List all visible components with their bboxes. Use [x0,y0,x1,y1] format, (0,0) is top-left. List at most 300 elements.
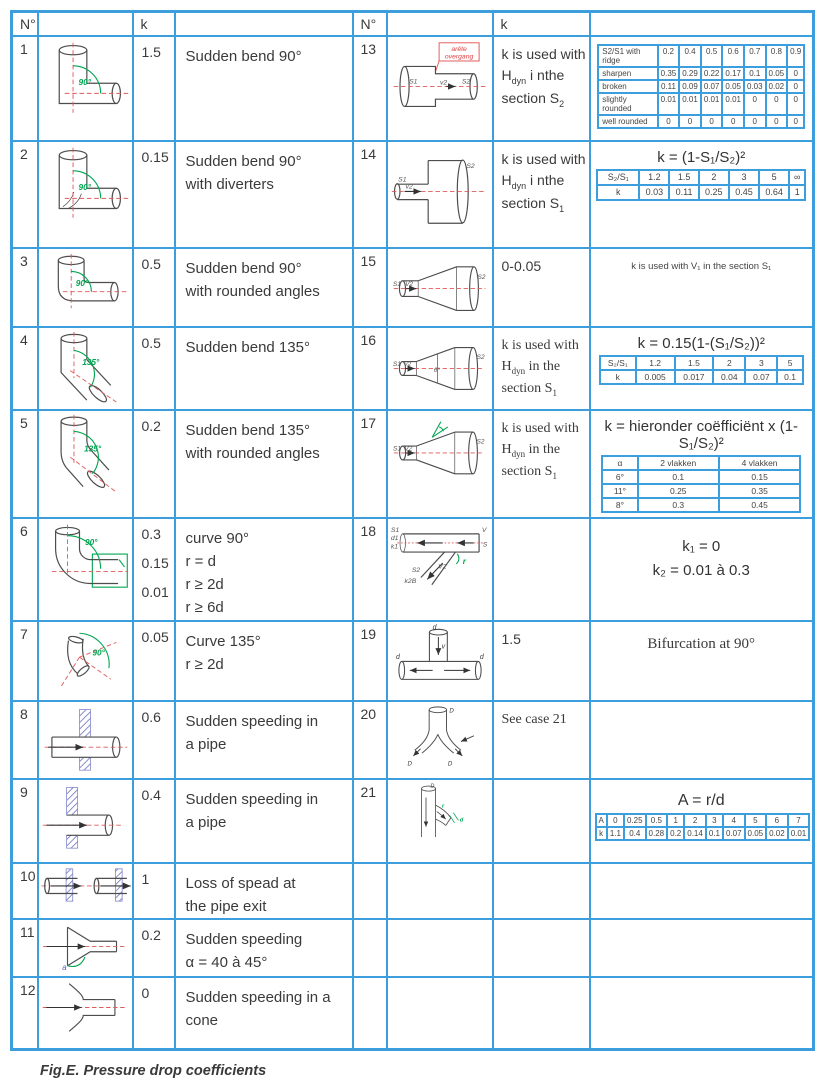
label-s2: S2 [461,78,470,86]
mini-table-cell: 0 [744,115,766,128]
label-s2: S2 [476,353,485,361]
table-row [12,779,814,863]
header-num-right: N° [353,12,387,36]
k-value: 0.15 [133,141,175,248]
extra-cell [590,919,814,977]
k-empty [493,977,590,1049]
description: Sudden speeding in a cone [175,977,353,1049]
mini-table-cell: 0.25 [638,484,719,498]
mini-table-cell: 1.2 [639,170,669,185]
mini-table-cell: 0.03 [744,80,766,93]
table-row [12,919,814,977]
row-number: 3 [12,248,38,327]
header-k-left: k [133,12,175,36]
mini-table-cell: 0.14 [684,827,706,840]
diagram-cell [387,919,493,977]
k-values: 0.3 0.15 0.01 [133,518,175,621]
mini-table-row [598,115,804,128]
diagram-cell [387,977,493,1049]
mini-table-cell: 0.2 [658,45,680,67]
mini-table-cell: 0.25 [624,814,646,827]
diffuser-cone-icon [392,251,488,321]
diagram-cell [387,863,493,920]
mini-table-cell: 0 [787,93,804,115]
mini-table-cell: 0 [787,80,804,93]
header-diagram-left [38,12,133,36]
sudden-bend-90-icon [39,39,131,122]
header-row [12,12,814,36]
mini-table-cell: 0.8 [766,45,788,67]
figure-caption: Fig.E. Pressure drop coefficients [40,1062,267,1079]
label-s1: S1 [392,444,401,452]
k-empty [493,518,590,621]
description: Sudden speeding in a pipe [175,779,353,863]
label-s1: S1 [392,280,401,288]
mini-table-row [602,498,800,512]
diagram-cell [38,410,133,518]
mini-table-cell: 2 [713,356,745,370]
arete-label: arête [450,45,467,53]
mini-table-cell: 0.1 [777,370,802,384]
label-s: S [482,541,487,549]
mini-table-cell: S₂/S₁ [597,170,639,185]
mini-table-cell: 0.01 [722,93,744,115]
mini-table-cell: 5 [759,170,789,185]
mini-table-cell: 0.05 [766,67,788,80]
row-number: 1 [12,36,38,141]
diagram-cell [38,327,133,410]
branch-takeoff-icon [390,521,490,594]
mini-table-cell: 0.5 [701,45,723,67]
diagram-cell [38,977,133,1049]
mini-table-cell: 6° [602,470,637,484]
mini-table-cell: 1.5 [675,356,714,370]
mini-table-cell: 0.02 [766,80,788,93]
extra-cell [590,701,814,779]
mini-table-cell: 0.4 [679,45,701,67]
label-d: d [459,817,463,824]
table-row [12,327,814,410]
row-number: 9 [12,779,38,863]
mini-table-cell: 0.64 [759,185,789,200]
mini-table-cell: 2 [699,170,729,185]
table-row [12,863,814,920]
label-v2: V2 [404,280,413,288]
label-s2: S2 [476,437,484,445]
expansion-k-table [596,169,806,201]
extra-cell [590,518,814,621]
mini-table-cell: 0.11 [669,185,698,200]
mini-table-row [600,356,803,370]
mini-table-cell: 0.3 [638,498,719,512]
mini-table-cell: 0.35 [658,67,680,80]
label-s1: S1 [397,175,407,183]
diagram-cell [387,141,493,248]
mini-table-cell: 4 [723,814,745,827]
mini-table-cell: 3 [745,356,777,370]
k-empty [493,919,590,977]
extra-cell [590,863,814,920]
mini-table-cell: 6 [766,814,788,827]
formula: A = r/d [677,791,725,809]
label-s1: S1 [392,360,401,368]
mini-table-cell: S2/S1 with ridge [598,45,657,67]
label-a: a [62,963,67,971]
mini-table-cell: 1 [667,814,684,827]
mini-table-row [598,67,804,80]
extra-cell [590,36,814,141]
diagram-cell [38,919,133,977]
diagram-cell [38,248,133,327]
description: Sudden bend 90° [175,36,353,141]
mini-table-cell: α [602,456,637,470]
description: curve 90° r = d r ≥ 2d r ≥ 6d [175,518,353,621]
label-s2: S2 [411,566,420,574]
label-v2: v2 [404,183,413,191]
header-diagram-right [387,12,493,36]
coefficients-table [10,10,815,1051]
label-v: V [481,526,486,534]
label-k2: k2B [404,577,416,585]
mini-table-row [602,484,800,498]
k-value: 0.5 [133,248,175,327]
k-value: 0.2 [133,919,175,977]
mini-table-cell: k [600,370,636,384]
label-v2: V2 [403,444,412,452]
description: Sudden bend 90° with diverters [175,141,353,248]
wye-branch-icon [400,704,480,769]
mini-table-row [598,80,804,93]
label-d-left: D [407,759,412,767]
mini-table-row [600,370,803,384]
mini-table-cell: A [596,814,607,827]
mini-table-cell: 0 [787,115,804,128]
k-usage: k is used with $H_{dyn}$ in the section $S_1$ [493,327,590,410]
k-value: 0.05 [133,621,175,701]
mini-table-cell: 0.25 [699,185,729,200]
label-angle: θ° [433,366,440,374]
k-usage: k is used with $H_{dyn}$ in the section $S_1$ [493,410,590,518]
diagram-cell [387,518,493,621]
sudden-expansion-icon [390,144,490,228]
pipe-flush-wall-icon [39,782,131,850]
k-value: 1 [133,863,175,920]
overgang-label: overgang [444,52,473,60]
row-number: 10 [12,863,38,920]
mini-table-cell: 0 [787,67,804,80]
diffuser-cone-green-angle-icon [392,413,488,486]
label-d1: d1 [390,534,398,542]
mini-table-cell: 0 [701,115,723,128]
label-v2: v2 [439,79,447,87]
extra-cell [590,327,814,410]
diagram-cell [387,36,493,141]
mini-table-cell: slightly rounded [598,93,657,115]
mini-table-cell: 0 [722,115,744,128]
description: Loss of spead at the pipe exit [175,863,353,920]
label-d-top: D [448,707,454,715]
mini-table-cell: 0.01 [658,93,680,115]
diagram-cell [38,141,133,248]
row-number: 13 [353,36,387,141]
row-number [353,977,387,1049]
table-row [12,248,814,327]
row-number: 17 [353,410,387,518]
k-empty [493,863,590,920]
table-row [12,141,814,248]
sudden-contraction-icon [390,39,490,123]
mini-table-cell: ∞ [789,170,805,185]
sudden-bend-90-diverters-icon [39,144,131,227]
mini-table-cell: 11° [602,484,637,498]
diagram-cell [38,621,133,701]
extra-cell [590,779,814,863]
vlakken-table [601,455,801,513]
k-number: 1.5 [141,43,161,60]
mini-table-cell: 0.35 [719,484,800,498]
angle-label: 90° [92,647,105,657]
mini-table-cell: 0.45 [729,185,759,200]
mini-table-row [596,827,810,840]
mini-table-cell: 0.05 [722,80,744,93]
row-number [353,919,387,977]
diagram-cell [387,701,493,779]
mini-table-cell: 3 [729,170,759,185]
mini-table-cell: 0 [744,93,766,115]
diagram-cell [38,36,133,141]
mini-table-cell: 0.17 [722,67,744,80]
row-number: 12 [12,977,38,1049]
mini-table-cell: 0 [607,814,624,827]
row-number: 5 [12,410,38,518]
mini-table-cell: 0.6 [722,45,744,67]
k-value: 0.6 [133,701,175,779]
mini-table-cell: sharpen [598,67,657,80]
table-row [12,36,814,141]
mini-table-cell: 8° [602,498,637,512]
label-s2: S2 [477,273,486,281]
extra-cell [590,977,814,1049]
mini-table-cell: 0.01 [701,93,723,115]
angle-label: 90° [78,77,92,87]
k-range: 0-0.05 [493,248,590,327]
row-number: 16 [353,327,387,410]
extra-cell [590,621,814,701]
rd-ratio-table [595,813,811,841]
row-number: 14 [353,141,387,248]
description: Sudden bend 135° [175,327,353,410]
mini-table-cell: 0.07 [745,370,777,384]
description: Sudden bend 135° with rounded angles [175,410,353,518]
mini-table-cell: 1.1 [607,827,624,840]
k-value: 1.5 [493,621,590,701]
curve-135-icon [39,624,131,694]
cone-k-table [599,355,804,385]
row-number [353,863,387,920]
mini-table-cell: 0.03 [639,185,669,200]
mini-table-cell: 3 [706,814,723,827]
mini-table-cell: 0 [658,115,680,128]
mini-table-cell: 0.2 [667,827,684,840]
header-k-right: k [493,12,590,36]
description: Sudden speeding in a pipe [175,701,353,779]
k-usage: k is used with $H_{dyn}$ i nthe section $S_2$ [493,36,590,141]
label-d-right: d [479,653,484,661]
label-v2: V2 [437,562,447,570]
row-number: 4 [12,327,38,410]
label-v: v [441,642,445,650]
curved-outlet-icon [405,782,475,841]
mini-table-cell: 0.1 [638,470,719,484]
angle-label: 90° [78,182,92,192]
bifurcation-note: Bifurcation at 90° [647,635,756,652]
mini-table-row [597,185,805,200]
row-number: 15 [353,248,387,327]
diagram-cell [387,621,493,701]
mini-table-cell: 2 vlakken [638,456,719,470]
mini-table-row [597,170,805,185]
table-row [12,701,814,779]
header-desc-left [175,12,353,36]
mini-table-cell: 4 vlakken [719,456,800,470]
mini-table-cell: 0.45 [719,498,800,512]
label-s1: S1 [390,526,399,534]
mini-table-cell: 0 [766,93,788,115]
label-d-left: d [395,653,400,661]
table-row [12,621,814,701]
k-value: 0.4 [133,779,175,863]
cone-entry-icon [41,922,129,971]
row-number: 6 [12,518,38,621]
mini-table-row [602,456,800,470]
k-empty [493,779,590,863]
mini-table-row [596,814,810,827]
row-number: 19 [353,621,387,701]
row-number: 2 [12,141,38,248]
mini-table-cell: 0.15 [719,470,800,484]
formula: k = hieronder coëfficiënt x (1-S₁/S₂)² [604,417,799,452]
mini-table-cell: 0.01 [788,827,810,840]
tee-junction-icon [395,624,485,694]
curve-90-icon [39,521,131,589]
mini-table-cell: 0.22 [701,67,723,80]
k-value: 0.5 [133,327,175,410]
mini-table-cell: 0.04 [713,370,745,384]
k2-line: k₂ = 0.01 à 0.3 [652,561,750,579]
header-extra [590,12,814,36]
mini-table-cell: 0.01 [679,93,701,115]
bellmouth-entry-icon [41,980,129,1035]
angle-label: 90° [75,278,89,288]
label-d-top: d [432,624,437,632]
mini-table-cell: 0.02 [766,827,788,840]
diagram-cell [38,701,133,779]
diagram-cell [387,327,493,410]
sudden-bend-90-rounded-icon [39,251,131,314]
angle-label: 135° [84,444,102,454]
usage-note: k is used with V₁ in the section S₁ [631,260,772,272]
row-number: 11 [12,919,38,977]
mini-table-cell: 0.9 [787,45,804,67]
k-value [133,36,175,141]
diagram-cell [387,410,493,518]
description: Sudden speeding α = 40 à 45° [175,919,353,977]
label-r: r [441,803,444,810]
mini-table-cell: 0.09 [679,80,701,93]
mini-table-cell: 0.1 [706,827,723,840]
mini-table-cell: 0.07 [701,80,723,93]
sudden-bend-135-rounded-icon [39,413,131,494]
mini-table-row [598,93,804,115]
pipe-through-wall-icon [39,704,131,772]
diagram-cell [387,779,493,863]
mini-table-cell: k [597,185,639,200]
ridge-coefficients-table [597,44,805,129]
mini-table-cell: 0.29 [679,67,701,80]
label-k1: k1 [390,542,398,550]
mini-table-cell: 0.28 [646,827,668,840]
label-d-top: D [429,782,434,789]
table-row [12,977,814,1049]
row-number: 8 [12,701,38,779]
k-value: 0 [133,977,175,1049]
mini-table-cell: 0 [679,115,701,128]
mini-table-cell: 1.2 [636,356,675,370]
mini-table-cell: 5 [745,814,767,827]
mini-table-cell: 1 [789,185,805,200]
mini-table-cell: 0.5 [646,814,668,827]
mini-table-cell: 0.017 [675,370,714,384]
mini-table-cell: 0.05 [745,827,767,840]
header-num-left: N° [12,12,38,36]
k-value: 0.2 [133,410,175,518]
k1-line: k₁ = 0 [682,537,721,555]
label-s2: S2 [465,162,475,170]
mini-table-cell: 0.1 [744,67,766,80]
row-number: 7 [12,621,38,701]
k-reference: See case 21 [493,701,590,779]
formula: k = (1-S₁/S₂)² [657,148,746,166]
mini-table-cell: 7 [788,814,810,827]
description: Sudden bend 90° with rounded angles [175,248,353,327]
mini-table-cell: 0.07 [723,827,745,840]
mini-table-row [598,45,804,67]
mini-table-cell: k [596,827,607,840]
description: Curve 135° r ≥ 2d [175,621,353,701]
k-usage: k is used with $H_{dyn}$ i nthe section $S_1$ [493,141,590,248]
extra-cell [590,248,814,327]
row-number: 21 [353,779,387,863]
mini-table-cell: well rounded [598,115,657,128]
diagram-cell [38,779,133,863]
sudden-bend-135-icon [39,330,131,404]
formula: k = 0.15(1-(S₁/S₂))² [637,334,765,352]
diagram-cell [387,248,493,327]
diagram-cell [38,518,133,621]
mini-table-cell: 0.11 [658,80,680,93]
mini-table-cell: 0 [766,115,788,128]
label-d-right: D [447,759,452,767]
label-r: r [462,556,466,566]
mini-table-cell: 0.005 [636,370,675,384]
extra-cell [590,141,814,248]
mini-table-cell: 2 [684,814,706,827]
diagram-cell [38,863,133,920]
label-s1: S1 [408,78,417,86]
pipe-exit-loss-icon [39,866,133,904]
row-number: 18 [353,518,387,621]
table-row [12,410,814,518]
